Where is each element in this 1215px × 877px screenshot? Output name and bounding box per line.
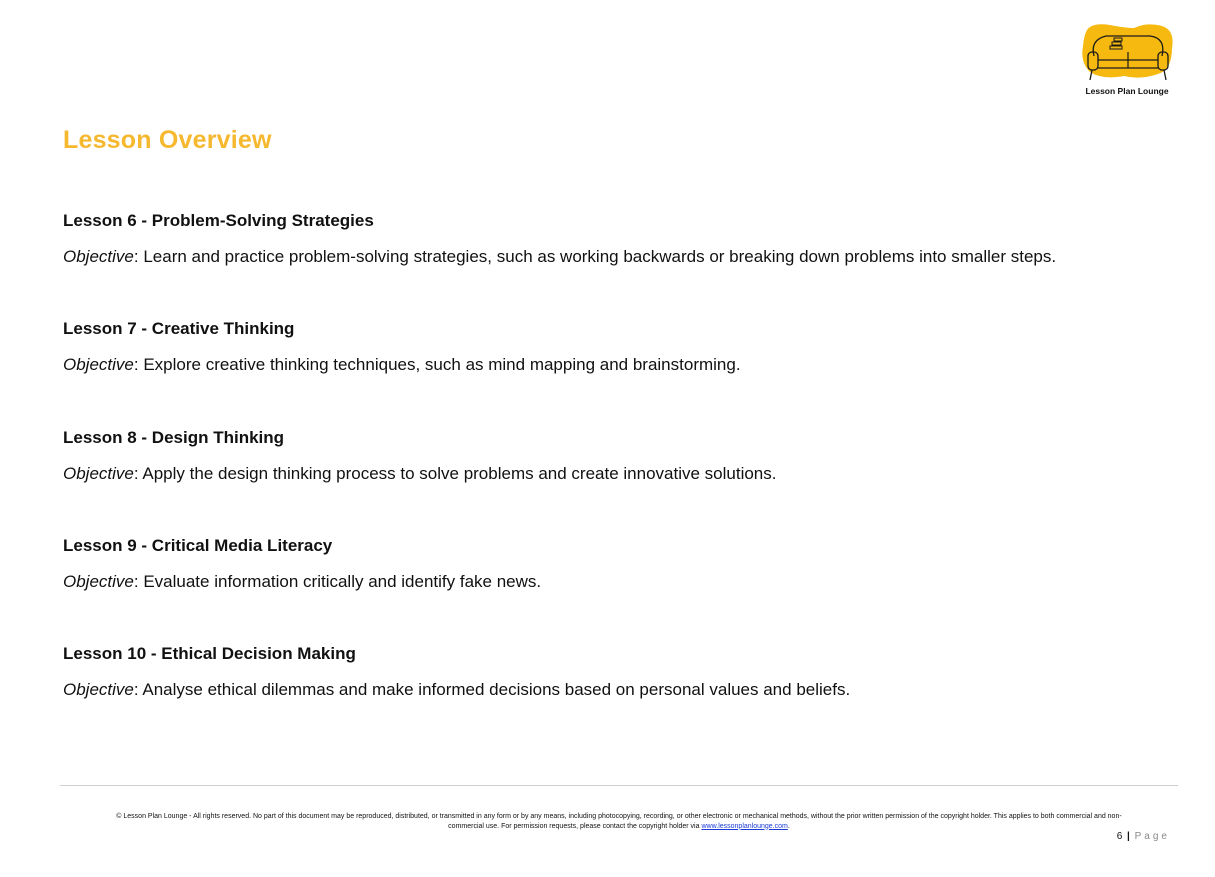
logo-text: Lesson Plan Lounge [1085,86,1169,96]
objective-label: Objective [63,572,134,591]
lesson-title: Lesson 7 - Creative Thinking [63,319,295,338]
lesson-title: Lesson 6 - Problem-Solving Strategies [63,211,374,230]
objective-text: Explore creative thinking techniques, such as mind mapping and brainstorming. [143,355,741,374]
lesson-objective: Objective: Apply the design thinking process to solve problems and create innovative solutions. [63,464,777,483]
lesson-item [63,536,1163,592]
lesson-objective: Objective: Learn and practice problem-solving strategies, such as working backwards or breaking down problems into smaller steps. [63,247,1057,266]
page-separator: | [1127,831,1130,842]
lesson-title: Lesson 8 - Design Thinking [63,428,285,447]
lesson-objective: Objective: Evaluate information critically and identify fake news. [63,572,542,591]
website-link[interactable]: www.lessonplanlounge.com [701,822,788,830]
lesson-objective: Objective: Analyse ethical dilemmas and make informed decisions based on personal values and beliefs. [63,680,851,699]
objective-text: Analyse ethical dilemmas and make informed decisions based on personal values and beliefs. [142,680,851,699]
objective-label: Objective [63,355,134,374]
copyright-line-2: commercial use. For permission requests, please contact the copyright holder via [448,822,700,830]
page-title: Lesson Overview [63,126,272,154]
copyright-notice: © Lesson Plan Lounge - All rights reserved. No part of this document may be reproduced, distributed, or transmitted in any form or by any means, including photocopying, recording, or other electronic or mechanical methods, without the prior written permission of the copyright holder. This applies to both commercial and non- commercial use. For permission requests, please contact the copyright holder via www.lessonplanlounge.com. [116,813,1122,830]
lesson-item [63,319,1163,375]
copyright-line-1: © Lesson Plan Lounge - All rights reserved. No part of this document may be reproduced, distributed, or transmitted in any form or by any means, including photocopying, recording, or other electronic or mechanical methods, without the prior written permission of the copyright holder. This applies to both commercial and non- [116,813,1122,820]
lesson-item [63,211,1163,267]
lesson-item [63,428,1163,484]
lesson-item [63,644,1163,700]
objective-label: Objective [63,680,134,699]
objective-label: Objective [63,247,134,266]
sofa-logo-icon [1080,22,1174,84]
lesson-title: Lesson 10 - Ethical Decision Making [63,644,356,663]
lesson-title: Lesson 9 - Critical Media Literacy [63,536,333,555]
page-label: Page [1134,831,1170,842]
lesson-objective: Objective: Explore creative thinking techniques, such as mind mapping and brainstorming. [63,355,741,374]
objective-text: Apply the design thinking process to solve problems and create innovative solutions. [142,464,777,483]
page-number [1117,831,1170,842]
page-number-value: 6 [1116,831,1123,842]
objective-label: Objective [63,464,134,483]
brand-logo [1078,22,1176,100]
objective-text: Evaluate information critically and identify fake news. [143,572,542,591]
footer-divider [60,785,1178,786]
objective-text: Learn and practice problem-solving strategies, such as working backwards or breaking down problems into smaller steps. [143,247,1057,266]
